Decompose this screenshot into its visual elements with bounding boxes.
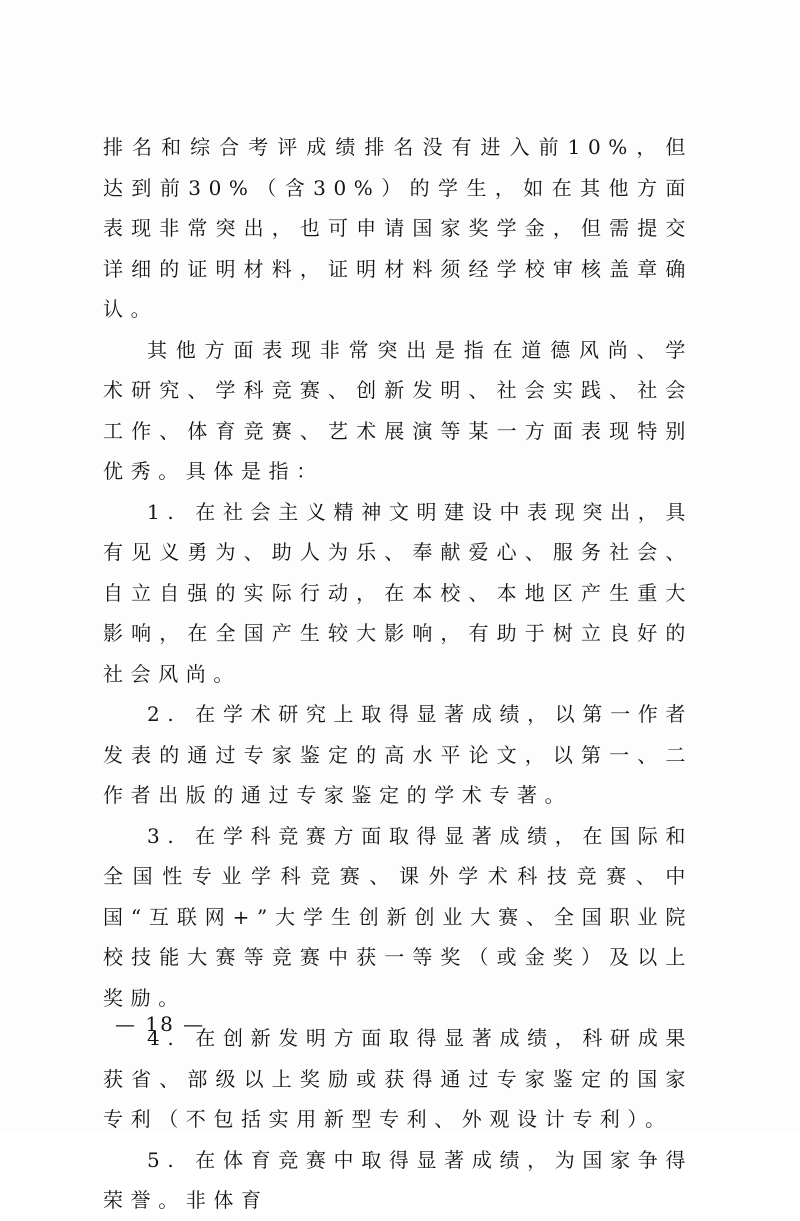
paragraph-item-3: 3. 在学科竞赛方面取得显著成绩，在国际和全国性专业学科竞赛、课外学术科技竞赛、中国“互联网+”大学生创新创业大赛、全国职业院校技能大赛等竞赛中获一等奖（或金奖）及以上奖励。 [103,823,693,1010]
page-number: — 18 — [115,1012,206,1036]
paragraph-item-1: 1. 在社会主义精神文明建设中表现突出，具有见义勇为、助人为乐、奉献爱心、服务社会、自立自强的实际行动，在本校、本地区产生重大影响，在全国产生较大影响，有助于树立良好的社会风尚。 [103,499,693,686]
document-body [103,127,693,1221]
paragraph-item-4: 4. 在创新发明方面取得显著成绩，科研成果获省、部级以上奖励或获得通过专家鉴定的国家专利（不包括实用新型专利、外观设计专利）。 [103,1026,693,1131]
paragraph-outstanding-definition: 其他方面表现非常突出是指在道德风尚、学术研究、学科竞赛、创新发明、社会实践、社会工作、体育竞赛、艺术展演等某一方面表现特别优秀。具体是指： [103,337,693,483]
paragraph-item-5: 5. 在体育竞赛中取得显著成绩，为国家争得荣誉。非体育 [103,1147,693,1212]
paragraph-item-2: 2. 在学术研究上取得显著成绩，以第一作者发表的通过专家鉴定的高水平论文，以第一、二作者出版的通过专家鉴定的学术专著。 [103,702,693,807]
paragraph-continuation: 排名和综合考评成绩排名没有进入前10%，但达到前30%（含30%）的学生，如在其他方面表现非常突出，也可申请国家奖学金，但需提交详细的证明材料，证明材料须经学校审核盖章确认。 [103,135,693,321]
